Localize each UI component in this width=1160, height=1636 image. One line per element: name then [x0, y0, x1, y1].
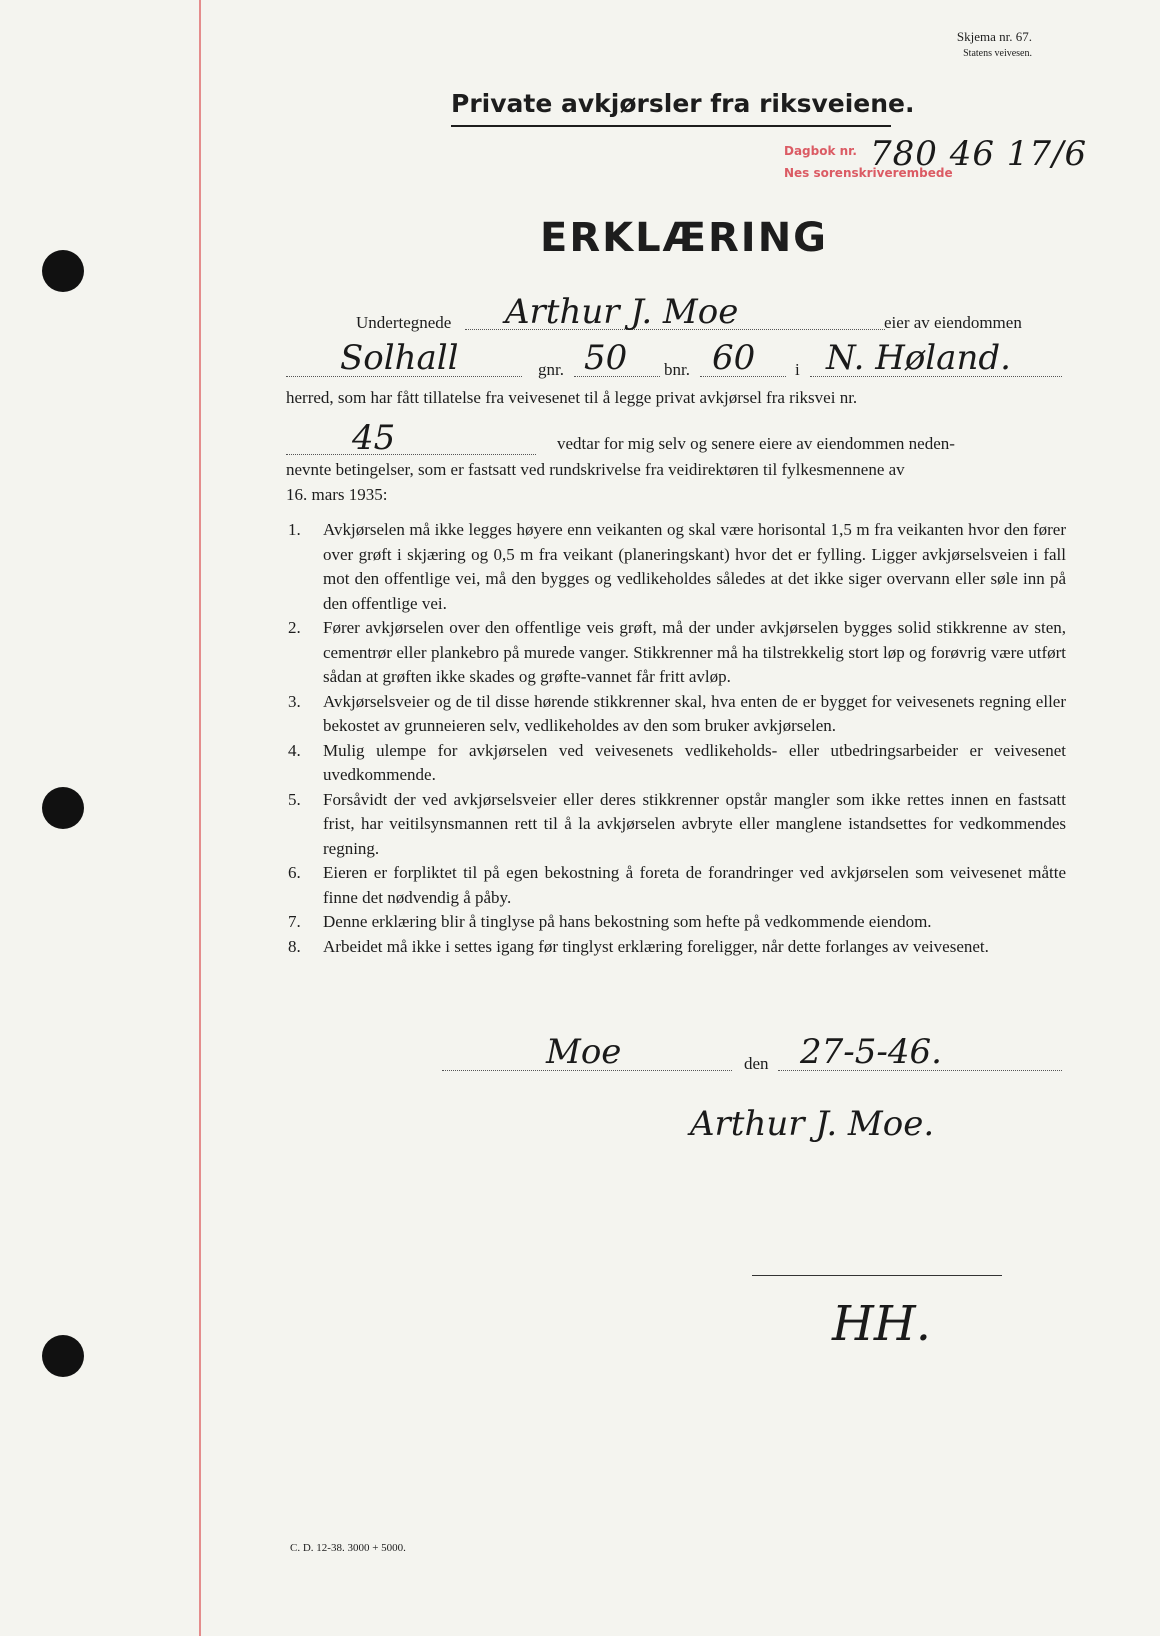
- list-item: [288, 690, 1066, 739]
- conditions-list: [288, 518, 1066, 959]
- item-text: Avkjørselsveier og de til disse hørende stikkrenner skal, hva enten de er bygget for veivesenets regning eller bekostet av grunneieren selv, vedlikeholdes av den som bruker avkjørselen.: [323, 691, 1066, 735]
- item-text: Arbeidet må ikke i settes igang før tinglyst erklæring foreligger, når dette forlanges av veivesenet.: [323, 936, 989, 956]
- list-item: [288, 861, 1066, 910]
- herred-text: herred, som har fått tillatelse fra veivesenet til å legge privat avkjørsel fra riksvei nr.: [286, 388, 858, 407]
- undertegnede-label: Undertegnede: [356, 313, 452, 332]
- list-item: [288, 739, 1066, 788]
- item-text: Avkjørselen må ikke legges høyere enn veikanten og skal være horisontal 1,5 m fra veikanten hvor den fører over grøft i skjæring og 0,5 m fra veikant (planeringskant) hvor det er fylling. Ligger avkjørselsveien i fall mot den offentlige vei, må den bygges og vedlikeholdes således at det ikke siger overvann eller søle inn på den offentlige vei.: [323, 520, 1066, 613]
- property-name: Solhall: [340, 338, 459, 378]
- stamp-office: Nes sorenskriverembede: [784, 166, 953, 180]
- punch-hole: [42, 1335, 84, 1377]
- list-item: [288, 910, 1066, 935]
- road-number: 45: [352, 418, 396, 458]
- gnr-value: 50: [584, 338, 628, 378]
- red-margin-line: [199, 0, 201, 1636]
- item-text: Eieren er forpliktet til på egen bekostning å foreta de forandringer ved avkjørselen som veivesenet måtte finne det nødvendig å påby.: [323, 863, 1066, 907]
- list-item: [288, 788, 1066, 862]
- item-number: 5.: [288, 789, 301, 809]
- intro-text: nevnte betingelser, som er fastsatt ved rundskrivelse fra veidirektøren til fylkesmennene av: [286, 460, 905, 479]
- list-item: [288, 616, 1066, 690]
- signature-rule: [752, 1275, 1002, 1276]
- vedtar-text: vedtar for mig selv og senere eiere av eiendommen neden-: [557, 434, 955, 453]
- document-heading: Private avkjørsler fra riksveiene.: [451, 89, 915, 118]
- signing-date: 27-5-46.: [800, 1032, 942, 1072]
- item-text: Mulig ulempe for avkjørselen ved veivesenets vedlikeholds- eller utbedringsarbeider er veivesenet uvedkommende.: [323, 740, 1066, 784]
- form-number-line: Skjema nr. 67.: [956, 29, 1032, 44]
- item-text: Forsåvidt der ved avkjørselsveier eller deres stikkrenner opstår mangler som ikke rettes innen en fastsatt frist, har veitilsynsmannen rett til å la avkjørselen avbryte eller manglene istandsettes for vedkommendes regning.: [323, 789, 1066, 858]
- item-text: Denne erklæring blir å tinglyse på hans bekostning som hefte på vedkommende eiendom.: [323, 912, 932, 931]
- print-code: C. D. 12-38. 3000 + 5000.: [290, 1542, 406, 1554]
- form-number: [957, 28, 1032, 62]
- bnr-value: 60: [712, 338, 756, 378]
- intro-paragraph: [286, 458, 1062, 507]
- eier-label: eier av eiendommen: [884, 313, 1022, 332]
- signing-place: Moe: [546, 1032, 622, 1072]
- item-number: 7.: [288, 912, 301, 931]
- punch-hole: [42, 787, 84, 829]
- bnr-label: bnr.: [664, 360, 690, 379]
- item-number: 1.: [288, 520, 301, 539]
- list-item: [288, 518, 1066, 616]
- gnr-label: gnr.: [538, 360, 564, 379]
- den-label: den: [744, 1054, 769, 1073]
- item-number: 3.: [288, 691, 301, 711]
- road-number-dotted-line: [286, 454, 536, 455]
- item-number: 2.: [288, 618, 301, 637]
- owner-name: Arthur J. Moe: [505, 292, 739, 332]
- item-number: 8.: [288, 936, 301, 956]
- intro-date: 16. mars 1935:: [286, 484, 388, 504]
- item-number: 4.: [288, 740, 301, 760]
- i-label: i: [795, 360, 800, 379]
- form-issuer: Statens veivesen.: [963, 48, 1032, 59]
- item-text: Fører avkjørselen over den offentlige veis grøft, må der under avkjørselen bygges solid stikkrenne av sten, cementrør eller plankebro på murede vanger. Stikkrenner må ha tilstrekkelig stort løp og forøvrig være utført sådan at grøften ikke skades og grøfte-vannet får fritt avløp.: [323, 618, 1066, 686]
- item-number: 6.: [288, 863, 301, 882]
- stamp-journal-label: Dagbok nr.: [784, 144, 857, 158]
- municipality-name: N. Høland.: [826, 338, 1011, 378]
- official-initials: HH.: [832, 1296, 931, 1352]
- punch-hole: [42, 250, 84, 292]
- list-item: [288, 935, 1066, 960]
- document-title: ERKLÆRING: [540, 215, 828, 261]
- herred-line: [286, 386, 1062, 411]
- stamp-journal-number: 780 46 17/6: [870, 134, 1088, 174]
- owner-signature: Arthur J. Moe.: [690, 1104, 935, 1144]
- heading-underline: [451, 125, 891, 127]
